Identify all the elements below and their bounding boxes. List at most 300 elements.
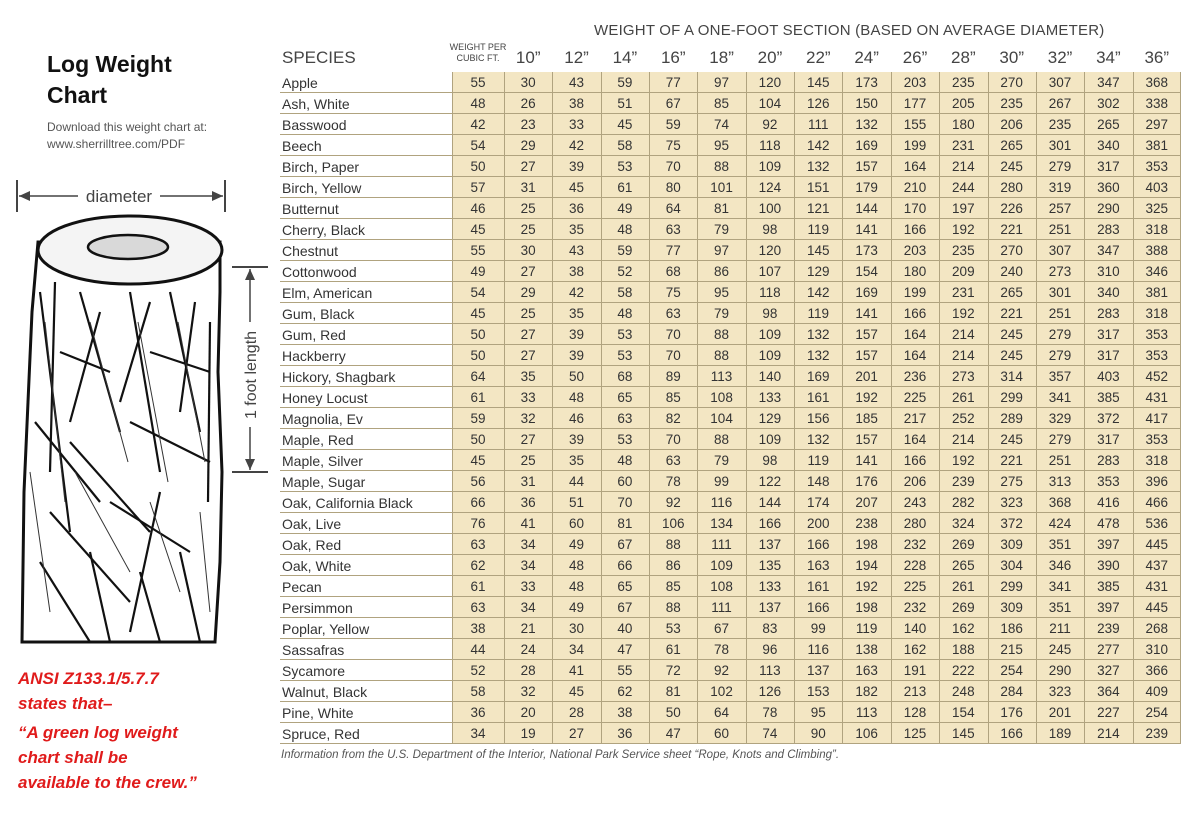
species-name: Walnut, Black: [282, 684, 368, 700]
weight-cell: 81: [665, 684, 681, 699]
weight-cell: 317: [1097, 159, 1120, 174]
weight-cell: 65: [617, 579, 633, 594]
species-name: Poplar, Yellow: [282, 621, 370, 637]
weight-cell: 154: [855, 264, 878, 279]
weight-cell: 89: [665, 369, 681, 384]
weight-cell: 191: [903, 663, 927, 678]
weight-cell: 70: [665, 432, 681, 447]
weight-cell: 269: [952, 600, 975, 615]
weight-cell: 198: [855, 537, 878, 552]
log-illustration: [10, 172, 270, 652]
column-divider: [794, 72, 795, 744]
table-row: [280, 576, 1181, 597]
diameter-header: 26”: [902, 48, 928, 67]
cubic-ft-cell: 54: [470, 138, 486, 153]
weight-cell: 43: [569, 243, 585, 258]
weight-cell: 113: [759, 663, 781, 678]
diameter-header: 10”: [515, 48, 541, 67]
weight-cell: 317: [1097, 432, 1120, 447]
weight-cell: 368: [1048, 495, 1072, 510]
weight-cell: 95: [714, 285, 730, 300]
weight-cell: 25: [520, 222, 536, 237]
diameter-header: 36”: [1144, 48, 1170, 67]
cubic-ft-cell: 34: [470, 726, 486, 741]
weight-cell: 64: [714, 705, 730, 720]
weight-cell: 201: [1048, 705, 1072, 720]
weight-cell: 164: [903, 348, 927, 363]
weight-cell: 70: [665, 348, 681, 363]
weight-cell: 372: [1097, 411, 1120, 426]
weight-cell: 59: [665, 117, 681, 132]
weight-cell: 279: [1048, 348, 1072, 363]
weight-cell: 24: [520, 642, 536, 657]
cubic-ft-cell: 63: [470, 537, 486, 552]
weight-cell: 341: [1048, 390, 1072, 405]
weight-cell: 203: [903, 75, 927, 90]
species-name: Ash, White: [282, 96, 350, 112]
table-row: [280, 135, 1181, 156]
weight-cell: 67: [714, 621, 730, 636]
weight-cell: 85: [665, 390, 681, 405]
weight-cell: 261: [952, 390, 975, 405]
weight-cell: 254: [1145, 705, 1168, 720]
weight-cell: 346: [1145, 264, 1168, 279]
weight-cell: 49: [569, 537, 585, 552]
species-name: Oak, White: [282, 558, 352, 574]
weight-cell: 173: [855, 243, 878, 258]
species-name: Pecan: [282, 579, 322, 595]
weight-cell: 113: [855, 705, 878, 720]
source-footnote: Information from the U.S. Department of the Interior, National Park Service sheet “Rope, Knots and Climbing”.: [281, 749, 840, 761]
weight-cell: 317: [1097, 348, 1120, 363]
weight-cell: 151: [807, 180, 830, 195]
weight-cell: 169: [855, 285, 878, 300]
table-row: [280, 618, 1181, 639]
weight-cell: 109: [758, 432, 782, 447]
weight-cell: 50: [569, 369, 585, 384]
species-name: Gum, Black: [282, 306, 355, 322]
weight-cell: 53: [665, 621, 681, 636]
weight-cell: 225: [903, 579, 927, 594]
weight-cell: 31: [520, 474, 536, 489]
weight-cell: 153: [807, 684, 830, 699]
weight-cell: 33: [569, 117, 585, 132]
cubic-ft-cell: 50: [470, 432, 486, 447]
weight-cell: 200: [807, 516, 830, 531]
weight-cell: 88: [714, 159, 730, 174]
weight-cell: 121: [807, 201, 830, 216]
weight-cell: 63: [665, 306, 681, 321]
weight-cell: 289: [1000, 411, 1023, 426]
weight-cell: 282: [952, 495, 975, 510]
weight-cell: 98: [762, 453, 778, 468]
weight-cell: 72: [665, 663, 681, 678]
weight-cell: 109: [710, 558, 733, 573]
table-row: [280, 555, 1181, 576]
weight-cell: 78: [665, 474, 681, 489]
weight-cell: 39: [569, 327, 585, 342]
weight-cell: 53: [617, 327, 633, 342]
weight-cell: 99: [810, 621, 826, 636]
weight-cell: 279: [1048, 432, 1072, 447]
weight-cell: 48: [617, 222, 633, 237]
weight-cell: 225: [903, 390, 927, 405]
species-name: Hackberry: [282, 348, 346, 364]
table-row: [280, 492, 1181, 513]
weight-cell: 161: [807, 579, 830, 594]
table-row: [280, 534, 1181, 555]
weight-cell: 25: [520, 201, 536, 216]
weight-cell: 347: [1097, 243, 1120, 258]
weight-cell: 222: [952, 663, 975, 678]
weight-cell: 192: [855, 579, 878, 594]
cubic-ft-cell: 58: [470, 684, 486, 699]
arrow-down-icon: [245, 459, 255, 470]
weight-cell: 119: [807, 222, 830, 237]
weight-cell: 192: [952, 453, 975, 468]
weight-cell: 68: [617, 369, 633, 384]
weight-cell: 122: [758, 474, 782, 489]
weight-cell: 137: [758, 537, 782, 552]
weight-cell: 301: [1048, 285, 1072, 300]
weight-cell: 62: [617, 684, 633, 699]
weight-cell: 166: [807, 600, 830, 615]
weight-cell: 70: [665, 159, 681, 174]
weight-cell: 39: [569, 348, 585, 363]
weight-cell: 353: [1145, 348, 1168, 363]
cubic-ft-cell: 56: [470, 474, 486, 489]
weight-cell: 207: [855, 495, 878, 510]
weight-cell: 102: [710, 684, 733, 699]
weight-cell: 99: [714, 474, 730, 489]
weight-cell: 445: [1145, 600, 1168, 615]
weight-cell: 145: [807, 243, 830, 258]
weight-cell: 60: [714, 726, 730, 741]
weight-cell: 265: [952, 558, 975, 573]
weight-cell: 138: [855, 642, 878, 657]
diameter-header: 14”: [612, 48, 638, 67]
weight-cell: 268: [1145, 621, 1168, 636]
weight-cell: 166: [807, 537, 830, 552]
weight-cell: 318: [1145, 453, 1168, 468]
weight-cell: 324: [952, 516, 975, 531]
download-note: Download this weight chart at: www.sherrilltree.com/PDF: [47, 120, 208, 151]
weight-cell: 205: [952, 96, 975, 111]
weight-section-header: WEIGHT OF A ONE-FOOT SECTION (BASED ON AVERAGE DIAMETER): [594, 22, 1105, 39]
weight-cell: 92: [714, 663, 730, 678]
weight-cell: 385: [1097, 390, 1120, 405]
weight-cell: 309: [1000, 600, 1023, 615]
column-divider: [697, 72, 698, 744]
weight-cell: 49: [569, 600, 585, 615]
weight-cell: 100: [758, 201, 782, 216]
table-row: [280, 366, 1181, 387]
weight-cell: 180: [952, 117, 975, 132]
weight-cell: 265: [1097, 117, 1120, 132]
weight-cell: 170: [903, 201, 927, 216]
species-name: Apple: [282, 75, 318, 91]
weight-cell: 111: [711, 537, 732, 552]
species-name: Honey Locust: [282, 390, 368, 406]
weight-cell: 120: [758, 75, 782, 90]
weight-cell: 109: [758, 327, 782, 342]
column-divider: [1036, 72, 1037, 744]
cubic-ft-cell: 66: [470, 495, 486, 510]
weight-cell: 164: [903, 432, 927, 447]
weight-cell: 97: [714, 243, 730, 258]
weight-cell: 38: [569, 264, 585, 279]
diameter-header: 22”: [806, 48, 831, 67]
cubic-ft-cell: 64: [470, 369, 486, 384]
weight-cell: 140: [758, 369, 782, 384]
weight-cell: 98: [762, 306, 778, 321]
weight-cell: 536: [1145, 516, 1168, 531]
weight-cell: 185: [855, 411, 878, 426]
species-name: Magnolia, Ev: [282, 411, 363, 427]
weight-cell: 96: [762, 642, 778, 657]
weight-cell: 142: [807, 285, 830, 300]
weight-cell: 317: [1097, 327, 1120, 342]
weight-cell: 27: [520, 264, 536, 279]
weight-cell: 38: [569, 96, 585, 111]
weight-cell: 445: [1145, 537, 1168, 552]
table-row: [280, 429, 1181, 450]
weight-cell: 304: [1000, 558, 1023, 573]
weight-cell: 236: [903, 369, 927, 384]
weight-cell: 27: [520, 348, 536, 363]
weight-cell: 150: [855, 96, 878, 111]
weight-cell: 327: [1097, 663, 1120, 678]
weight-cell: 25: [520, 453, 536, 468]
weight-cell: 95: [714, 138, 730, 153]
weight-cell: 129: [758, 411, 782, 426]
weight-cell: 239: [1145, 726, 1168, 741]
weight-cell: 20: [520, 705, 536, 720]
weight-cell: 299: [1000, 579, 1023, 594]
cubic-ft-cell: 45: [470, 453, 486, 468]
weight-cell: 478: [1097, 516, 1120, 531]
weight-cell: 353: [1097, 474, 1120, 489]
weight-cell: 329: [1048, 411, 1072, 426]
weight-cell: 92: [762, 117, 778, 132]
weight-cell: 244: [952, 180, 975, 195]
weight-cell: 310: [1145, 642, 1168, 657]
weight-cell: 119: [855, 621, 878, 636]
weight-cell: 79: [714, 222, 730, 237]
weight-cell: 179: [855, 180, 878, 195]
weight-cell: 346: [1048, 558, 1072, 573]
weight-cell: 199: [903, 285, 927, 300]
weight-cell: 49: [617, 201, 633, 216]
weight-cell: 144: [758, 495, 782, 510]
cubic-ft-cell: 61: [470, 390, 486, 405]
species-name: Hickory, Shagbark: [282, 369, 396, 385]
weight-cell: 119: [807, 453, 830, 468]
arrow-left-icon: [19, 191, 30, 201]
weight-cell: 351: [1048, 600, 1072, 615]
weight-cell: 129: [807, 264, 830, 279]
weight-cell: 75: [665, 285, 681, 300]
weight-cell: 79: [714, 453, 730, 468]
weight-cell: 155: [903, 117, 927, 132]
diameter-header: 16”: [660, 48, 686, 67]
weight-cell: 141: [855, 453, 878, 468]
table-row: [280, 723, 1181, 744]
weight-cell: 107: [758, 264, 782, 279]
weight-cell: 235: [952, 243, 975, 258]
species-name: Pine, White: [282, 705, 354, 721]
weight-cell: 47: [665, 726, 681, 741]
weight-cell: 41: [520, 516, 536, 531]
weight-cell: 36: [520, 495, 536, 510]
weight-cell: 132: [807, 159, 830, 174]
weight-cell: 307: [1048, 75, 1072, 90]
weight-cell: 32: [520, 411, 536, 426]
weight-cell: 243: [903, 495, 927, 510]
weight-cell: 132: [807, 432, 830, 447]
species-name: Maple, Silver: [282, 453, 363, 469]
weight-cell: 245: [1000, 432, 1023, 447]
weight-cell: 251: [1048, 306, 1072, 321]
diameter-label: diameter: [85, 187, 153, 206]
weight-cell: 104: [758, 96, 782, 111]
weight-cell: 140: [903, 621, 927, 636]
weight-cell: 50: [665, 705, 681, 720]
table-row: [280, 660, 1181, 681]
weight-cell: 29: [520, 138, 536, 153]
weight-cell: 403: [1145, 180, 1168, 195]
weight-cell: 90: [810, 726, 826, 741]
table-row: [280, 72, 1181, 93]
weight-cell: 95: [810, 705, 826, 720]
weight-cell: 353: [1145, 159, 1168, 174]
cubic-ft-cell: 57: [470, 180, 486, 195]
weight-cell: 214: [952, 432, 975, 447]
weight-cell: 135: [758, 558, 782, 573]
weight-cell: 88: [665, 600, 681, 615]
cubic-ft-cell: 76: [470, 516, 486, 531]
weight-cell: 248: [952, 684, 975, 699]
weight-cell: 279: [1048, 159, 1072, 174]
column-divider: [452, 72, 453, 744]
weight-cell: 192: [952, 222, 975, 237]
weight-cell: 245: [1048, 642, 1072, 657]
weight-cell: 120: [758, 243, 782, 258]
weight-cell: 182: [855, 684, 878, 699]
weight-cell: 239: [952, 474, 975, 489]
cubic-ft-cell: 50: [470, 327, 486, 342]
weight-cell: 338: [1145, 96, 1168, 111]
weight-cell: 53: [617, 432, 633, 447]
weight-cell: 351: [1048, 537, 1072, 552]
weight-cell: 108: [710, 579, 733, 594]
weight-cell: 368: [1145, 75, 1168, 90]
weight-cell: 70: [617, 495, 633, 510]
weight-cell: 188: [952, 642, 975, 657]
diameter-header: 32”: [1047, 48, 1073, 67]
weight-cell: 39: [569, 159, 585, 174]
weight-cell: 78: [762, 705, 778, 720]
weight-cell: 88: [665, 537, 681, 552]
weight-cell: 265: [1000, 138, 1023, 153]
weight-cell: 133: [758, 390, 782, 405]
weight-cell: 137: [758, 600, 782, 615]
weight-cell: 133: [758, 579, 782, 594]
weight-cell: 162: [952, 621, 975, 636]
species-name: Oak, Live: [282, 516, 342, 532]
cubic-ft-cell: 45: [470, 222, 486, 237]
weight-cell: 85: [665, 579, 681, 594]
weight-cell: 113: [710, 369, 733, 384]
weight-cell: 80: [665, 180, 681, 195]
weight-cell: 45: [569, 180, 585, 195]
weight-cell: 27: [520, 327, 536, 342]
weight-cell: 116: [807, 642, 830, 657]
arrow-right-icon: [212, 191, 223, 201]
weight-cell: 290: [1048, 663, 1072, 678]
table-row: [280, 345, 1181, 366]
weight-cell: 59: [617, 75, 633, 90]
weight-cell: 70: [665, 327, 681, 342]
weight-cell: 254: [1000, 663, 1023, 678]
weight-cell: 232: [903, 600, 927, 615]
weight-cell: 273: [952, 369, 975, 384]
weight-cell: 301: [1048, 138, 1072, 153]
weight-cell: 154: [952, 705, 975, 720]
weight-cell: 88: [714, 348, 730, 363]
table-row: [280, 681, 1181, 702]
weight-cell: 48: [617, 453, 633, 468]
weight-cell: 417: [1145, 411, 1168, 426]
weight-cell: 77: [665, 75, 681, 90]
weight-cell: 125: [903, 726, 927, 741]
weight-cell: 251: [1048, 222, 1072, 237]
weight-cell: 163: [855, 663, 878, 678]
ansi-states: states that–: [18, 694, 113, 713]
weight-cell: 261: [952, 579, 975, 594]
species-name: Birch, Paper: [282, 159, 360, 175]
weight-cell: 279: [1048, 327, 1072, 342]
weight-cell: 108: [710, 390, 733, 405]
weight-cell: 381: [1145, 138, 1168, 153]
weight-cell: 310: [1097, 264, 1120, 279]
weight-cell: 162: [903, 642, 927, 657]
weight-cell: 141: [855, 222, 878, 237]
cubic-ft-cell: 59: [470, 411, 486, 426]
weight-cell: 83: [762, 621, 778, 636]
weight-cell: 34: [569, 642, 585, 657]
weight-cell: 235: [1048, 117, 1072, 132]
species-name: Cherry, Black: [282, 222, 365, 238]
weight-cell: 173: [855, 75, 878, 90]
cubic-ft-cell: 55: [470, 243, 486, 258]
weight-cell: 273: [1048, 264, 1072, 279]
weight-cell: 33: [520, 579, 536, 594]
weight-cell: 81: [714, 201, 730, 216]
ansi-standard: ANSI Z133.1/5.7.7: [18, 669, 159, 688]
weight-cell: 38: [617, 705, 633, 720]
weight-cell: 211: [1049, 621, 1071, 636]
species-name: Basswood: [282, 117, 347, 133]
weight-cell: 97: [714, 75, 730, 90]
table-row: [280, 114, 1181, 135]
weight-cell: 161: [807, 390, 830, 405]
weight-cell: 186: [1000, 621, 1023, 636]
weight-cell: 109: [758, 159, 782, 174]
weight-cell: 116: [710, 495, 733, 510]
cubic-ft-cell: 42: [470, 117, 486, 132]
weight-cell: 41: [569, 663, 585, 678]
